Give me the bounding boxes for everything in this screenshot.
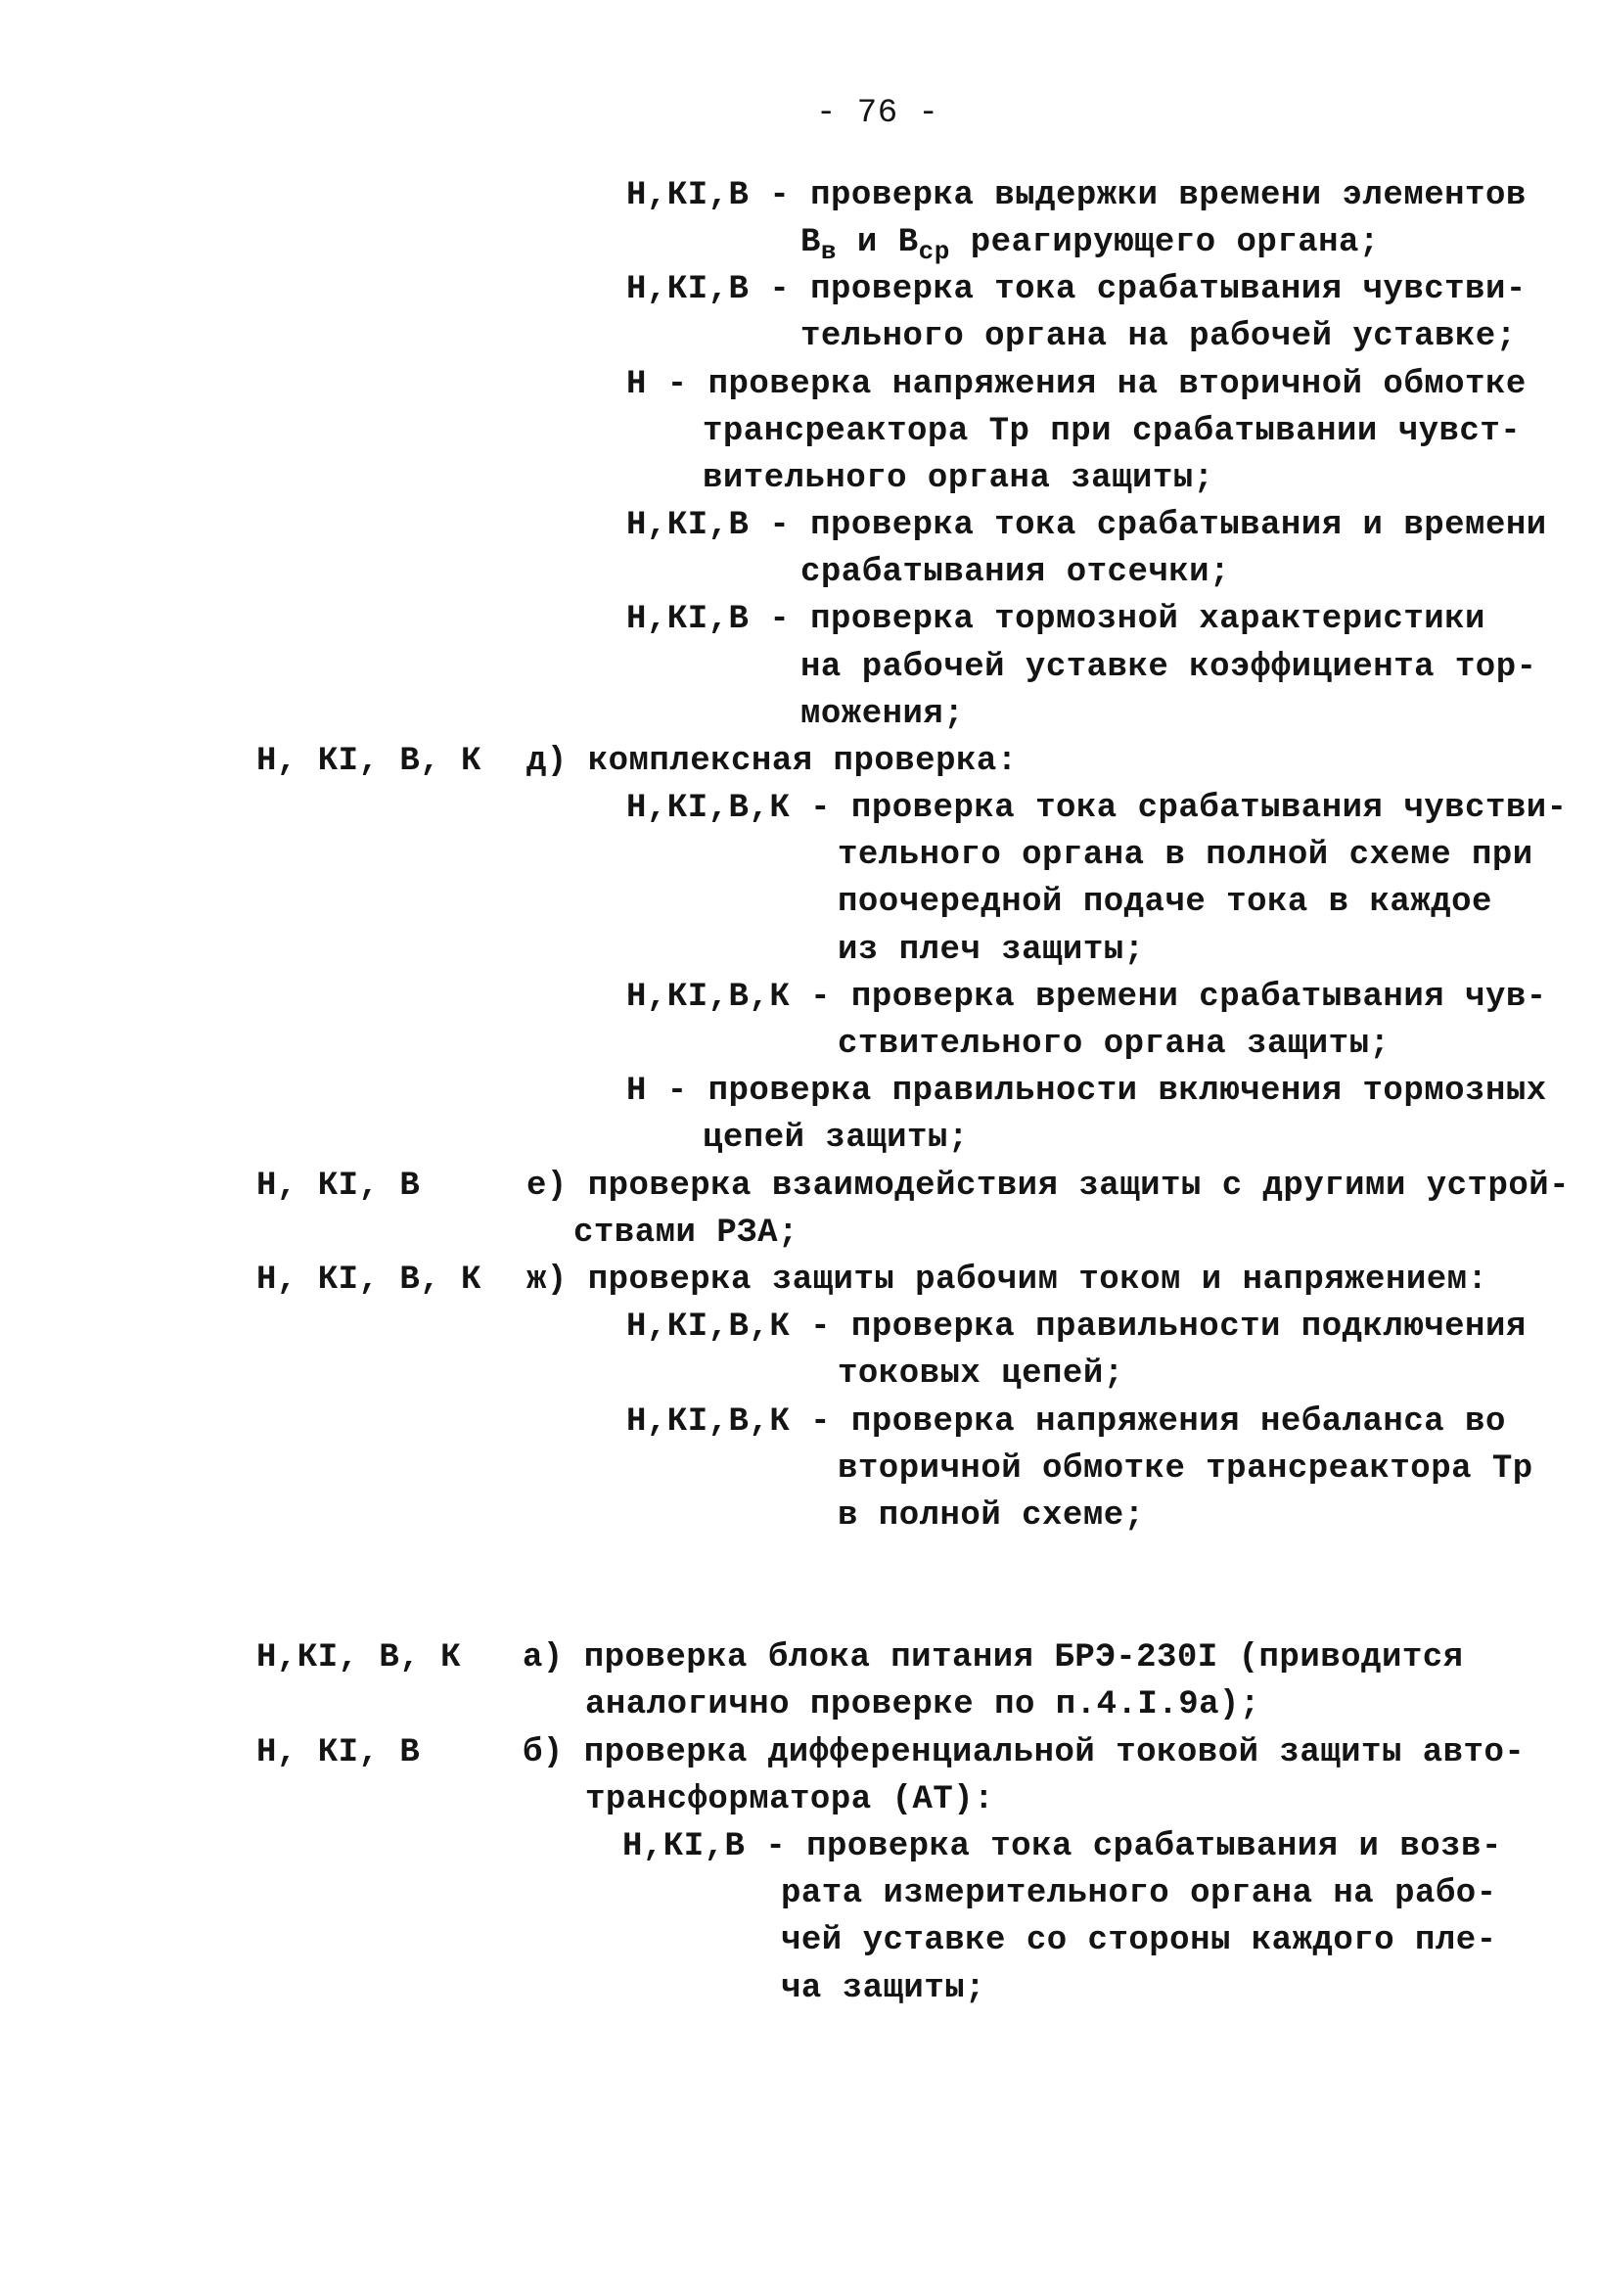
- text-line: Н,КI,В - проверка тормозной характеристики: [626, 601, 1485, 638]
- text-line: ствительного органа защиты;: [838, 1026, 1391, 1063]
- text-line: срабатывания отсечки;: [800, 554, 1230, 591]
- text-line: Н - проверка правильности включения тормозных: [626, 1073, 1547, 1110]
- text-line: трансформатора (АТ):: [585, 1781, 995, 1818]
- page-number: - 76 -: [816, 95, 939, 132]
- text-line: на рабочей уставке коэффициента тор-: [800, 649, 1537, 686]
- text-line: тельного органа на рабочей уставке;: [800, 318, 1517, 355]
- text-line: вительного органа защиты;: [703, 460, 1214, 497]
- text-line: ча защиты;: [781, 1970, 986, 2007]
- applicability-code: Н, КI, В: [256, 1168, 421, 1205]
- text-line: рата измерительного органа на рабо-: [781, 1875, 1497, 1912]
- item-a: а) проверка блока питания БРЭ-230I (приводится: [523, 1639, 1464, 1676]
- text-line: цепей защиты;: [703, 1120, 969, 1157]
- text-line: Н,КI,В,К - проверка тока срабатывания чувстви-: [626, 790, 1568, 827]
- item-e: е) проверка взаимодействия защиты с другими устрой-: [526, 1168, 1571, 1205]
- text-line: ствами РЗА;: [573, 1215, 798, 1252]
- text-line: трансреактора Тр при срабатывании чувст-: [703, 413, 1522, 450]
- text-line: Н,КI,В - проверка тока срабатывания и времени: [626, 507, 1547, 544]
- text-line: Н,КI,В,К - проверка правильности подключения: [626, 1309, 1527, 1346]
- text-line: Н - проверка напряжения на вторичной обмотке: [626, 366, 1527, 403]
- applicability-code: Н, КI, В, К: [256, 743, 481, 780]
- text-line: Н,КI,В - проверка тока срабатывания и возв-: [622, 1828, 1502, 1865]
- text-line: Н,КI,В - проверка тока срабатывания чувстви-: [626, 271, 1527, 308]
- text-line: можения;: [800, 696, 965, 733]
- text-line: чей уставке со стороны каждого пле-: [781, 1922, 1497, 1959]
- text-line: токовых цепей;: [838, 1355, 1124, 1393]
- item-d: д) комплексная проверка:: [526, 743, 1018, 780]
- applicability-code: Н, КI, В: [256, 1734, 421, 1771]
- item-zh: ж) проверка защиты рабочим током и напряжением:: [526, 1262, 1488, 1299]
- text-line: Н,КI,В,К - проверка времени срабатывания чув-: [626, 979, 1547, 1016]
- text-line: тельного органа в полной схеме при: [838, 837, 1533, 874]
- text-line: Н,КI,В - проверка выдержки времени элементов: [626, 177, 1527, 214]
- text-line: вторичной обмотке трансреактора Тр: [838, 1450, 1533, 1488]
- text-line: поочередной подаче тока в каждое: [838, 884, 1492, 921]
- text-line: в полной схеме;: [838, 1497, 1145, 1535]
- item-b: б) проверка дифференциальной токовой защиты авто-: [523, 1734, 1526, 1771]
- text-line: аналогично проверке по п.4.I.9а);: [585, 1686, 1260, 1723]
- text-line-subscripts: $В_в$ и $В_{ср}$ реагирующего органа;: [800, 224, 1380, 266]
- applicability-code: Н, КI, В, К: [256, 1262, 481, 1299]
- text-line: из плеч защиты;: [838, 932, 1145, 969]
- text-line: Н,КI,В,К - проверка напряжения небаланса во: [626, 1403, 1506, 1441]
- applicability-code: Н,КI, В, К: [256, 1639, 462, 1676]
